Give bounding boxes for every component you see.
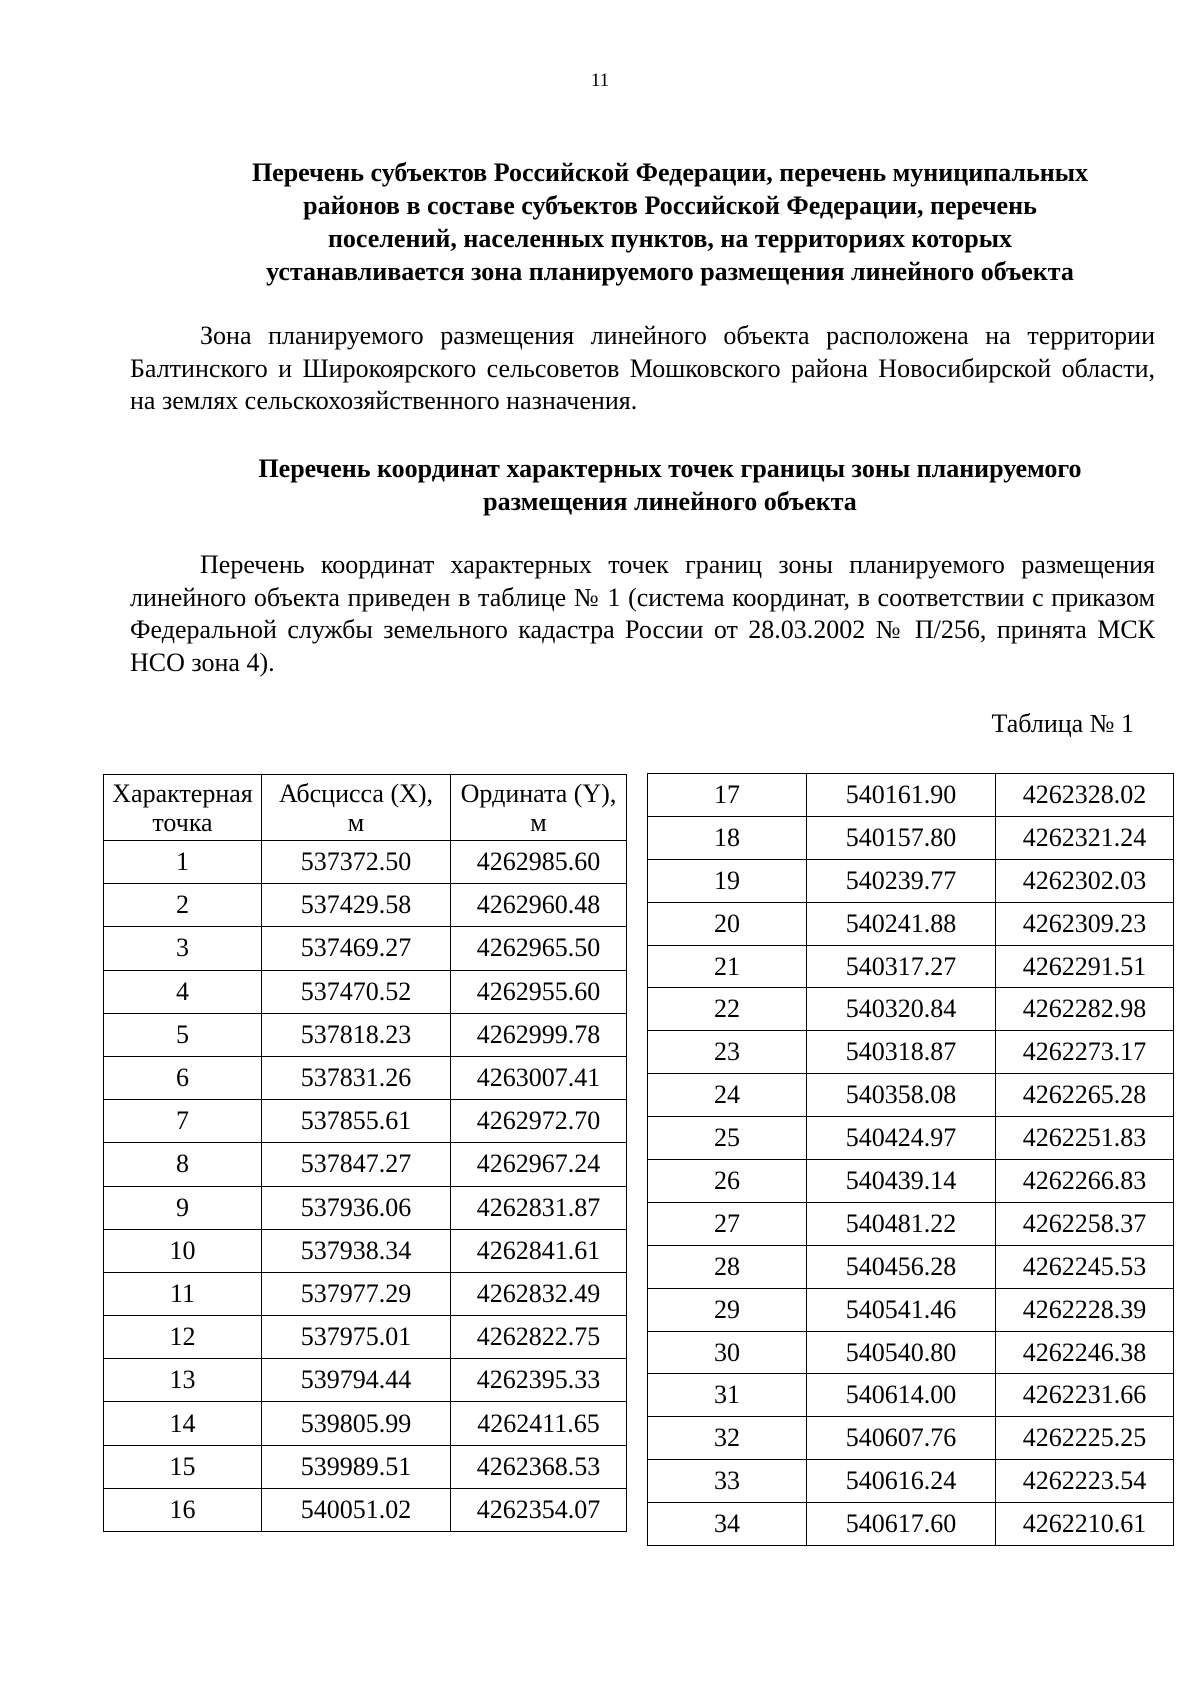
cell-y: 4262328.02 xyxy=(996,774,1174,817)
cell-y: 4262251.83 xyxy=(996,1117,1174,1160)
table-row xyxy=(104,1013,627,1056)
cell-y: 4262225.25 xyxy=(996,1417,1174,1460)
cell-point: 3 xyxy=(104,927,262,970)
cell-x: 540051.02 xyxy=(262,1488,451,1531)
cell-x: 537831.26 xyxy=(262,1056,451,1099)
header-line: Абсцисса (X), xyxy=(278,778,434,808)
table-row xyxy=(648,1117,1174,1160)
cell-y: 4262228.39 xyxy=(996,1288,1174,1331)
cell-y: 4262309.23 xyxy=(996,902,1174,945)
cell-x: 537469.27 xyxy=(262,927,451,970)
cell-x: 540456.28 xyxy=(807,1245,996,1288)
heading-line: Перечень субъектов Российской Федерации, перечень муниципальных xyxy=(251,158,1089,187)
cell-x: 537847.27 xyxy=(262,1143,451,1186)
table-body-left xyxy=(104,841,627,1532)
cell-point: 10 xyxy=(104,1229,262,1272)
cell-point: 21 xyxy=(648,945,807,988)
cell-x: 540424.97 xyxy=(807,1117,996,1160)
cell-y: 4262822.75 xyxy=(451,1316,627,1359)
cell-x: 540358.08 xyxy=(807,1074,996,1117)
cell-point: 6 xyxy=(104,1056,262,1099)
table-row xyxy=(104,1445,627,1488)
table-row xyxy=(104,1186,627,1229)
cell-y: 4262395.33 xyxy=(451,1359,627,1402)
cell-y: 4262960.48 xyxy=(451,884,627,927)
cell-x: 537936.06 xyxy=(262,1186,451,1229)
heading-line: Перечень координат характерных точек границы зоны планируемого xyxy=(258,454,1082,483)
cell-x: 537938.34 xyxy=(262,1229,451,1272)
cell-y: 4262972.70 xyxy=(451,1100,627,1143)
table-row xyxy=(104,1488,627,1531)
cell-y: 4262368.53 xyxy=(451,1445,627,1488)
table-row xyxy=(104,970,627,1013)
table-row xyxy=(648,816,1174,859)
cell-y: 4262955.60 xyxy=(451,970,627,1013)
cell-x: 540481.22 xyxy=(807,1202,996,1245)
table-body-right xyxy=(648,774,1174,1546)
cell-point: 33 xyxy=(648,1460,807,1503)
heading-line: размещения линейного объекта xyxy=(483,487,857,516)
cell-y: 4262210.61 xyxy=(996,1503,1174,1546)
cell-y: 4262245.53 xyxy=(996,1245,1174,1288)
cell-y: 4262354.07 xyxy=(451,1488,627,1531)
table-row xyxy=(104,1100,627,1143)
table-row xyxy=(648,902,1174,945)
cell-x: 540161.90 xyxy=(807,774,996,817)
header-ordinate xyxy=(451,775,627,841)
cell-x: 539805.99 xyxy=(262,1402,451,1445)
cell-point: 12 xyxy=(104,1316,262,1359)
cell-y: 4262302.03 xyxy=(996,859,1174,902)
cell-y: 4262282.98 xyxy=(996,988,1174,1031)
cell-x: 540157.80 xyxy=(807,816,996,859)
cell-x: 540320.84 xyxy=(807,988,996,1031)
table-row xyxy=(104,1402,627,1445)
cell-x: 539794.44 xyxy=(262,1359,451,1402)
table-row xyxy=(648,1503,1174,1546)
table-row xyxy=(648,1331,1174,1374)
cell-point: 16 xyxy=(104,1488,262,1531)
table-row xyxy=(648,1288,1174,1331)
table-row xyxy=(648,1074,1174,1117)
cell-point: 25 xyxy=(648,1117,807,1160)
header-abscissa xyxy=(262,775,451,841)
cell-point: 20 xyxy=(648,902,807,945)
header-line: Характерная xyxy=(112,778,253,808)
table-row xyxy=(648,1460,1174,1503)
cell-point: 11 xyxy=(104,1272,262,1315)
table-row xyxy=(104,1056,627,1099)
cell-y: 4262265.28 xyxy=(996,1074,1174,1117)
table-row xyxy=(104,1272,627,1315)
cell-point: 31 xyxy=(648,1374,807,1417)
cell-point: 13 xyxy=(104,1359,262,1402)
cell-x: 537470.52 xyxy=(262,970,451,1013)
cell-point: 8 xyxy=(104,1143,262,1186)
table-row xyxy=(104,884,627,927)
coordinates-table-left xyxy=(103,774,627,1532)
cell-x: 540614.00 xyxy=(807,1374,996,1417)
cell-x: 537977.29 xyxy=(262,1272,451,1315)
cell-x: 540318.87 xyxy=(807,1031,996,1074)
cell-point: 24 xyxy=(648,1074,807,1117)
table-header-row xyxy=(104,775,627,841)
header-line: точка xyxy=(152,807,213,837)
table-caption: Таблица № 1 xyxy=(991,709,1134,738)
cell-x: 540317.27 xyxy=(807,945,996,988)
header-line: м xyxy=(347,807,365,837)
table-row xyxy=(648,1417,1174,1460)
table-row xyxy=(104,1316,627,1359)
cell-point: 29 xyxy=(648,1288,807,1331)
header-point xyxy=(104,775,262,841)
cell-x: 540239.77 xyxy=(807,859,996,902)
cell-x: 537855.61 xyxy=(262,1100,451,1143)
cell-x: 540439.14 xyxy=(807,1160,996,1203)
cell-y: 4262266.83 xyxy=(996,1160,1174,1203)
cell-y: 4262985.60 xyxy=(451,841,627,884)
cell-x: 540607.76 xyxy=(807,1417,996,1460)
heading-line: поселений, населенных пунктов, на территориях которых xyxy=(327,224,1013,253)
section-heading-coordinates xyxy=(190,452,1150,518)
cell-y: 4262246.38 xyxy=(996,1331,1174,1374)
table-row xyxy=(104,841,627,884)
cell-y: 4262841.61 xyxy=(451,1229,627,1272)
table-row xyxy=(648,859,1174,902)
table-row xyxy=(648,1245,1174,1288)
table-row xyxy=(648,1160,1174,1203)
table-row xyxy=(648,945,1174,988)
cell-point: 19 xyxy=(648,859,807,902)
cell-point: 14 xyxy=(104,1402,262,1445)
cell-y: 4262258.37 xyxy=(996,1202,1174,1245)
cell-point: 9 xyxy=(104,1186,262,1229)
table-row xyxy=(104,1359,627,1402)
table-row xyxy=(648,1374,1174,1417)
cell-y: 4262411.65 xyxy=(451,1402,627,1445)
table-row xyxy=(648,774,1174,817)
cell-point: 18 xyxy=(648,816,807,859)
table-row xyxy=(104,1229,627,1272)
cell-y: 4262223.54 xyxy=(996,1460,1174,1503)
cell-point: 4 xyxy=(104,970,262,1013)
cell-y: 4262967.24 xyxy=(451,1143,627,1186)
cell-x: 539989.51 xyxy=(262,1445,451,1488)
cell-y: 4263007.41 xyxy=(451,1056,627,1099)
cell-point: 1 xyxy=(104,841,262,884)
cell-y: 4262231.66 xyxy=(996,1374,1174,1417)
cell-x: 540541.46 xyxy=(807,1288,996,1331)
cell-x: 537429.58 xyxy=(262,884,451,927)
table-row xyxy=(648,1031,1174,1074)
header-line: м xyxy=(530,807,547,837)
cell-point: 2 xyxy=(104,884,262,927)
cell-point: 22 xyxy=(648,988,807,1031)
table-row xyxy=(104,927,627,970)
cell-y: 4262999.78 xyxy=(451,1013,627,1056)
cell-point: 23 xyxy=(648,1031,807,1074)
cell-y: 4262832.49 xyxy=(451,1272,627,1315)
cell-y: 4262291.51 xyxy=(996,945,1174,988)
cell-y: 4262831.87 xyxy=(451,1186,627,1229)
cell-point: 5 xyxy=(104,1013,262,1056)
cell-point: 7 xyxy=(104,1100,262,1143)
cell-x: 540617.60 xyxy=(807,1503,996,1546)
page-number: 11 xyxy=(590,70,610,91)
cell-y: 4262321.24 xyxy=(996,816,1174,859)
cell-point: 17 xyxy=(648,774,807,817)
cell-x: 540241.88 xyxy=(807,902,996,945)
cell-x: 537818.23 xyxy=(262,1013,451,1056)
header-line: Ордината (Y), xyxy=(460,778,617,808)
cell-y: 4262273.17 xyxy=(996,1031,1174,1074)
section-heading-territories xyxy=(190,156,1150,288)
cell-x: 537975.01 xyxy=(262,1316,451,1359)
cell-point: 32 xyxy=(648,1417,807,1460)
cell-point: 28 xyxy=(648,1245,807,1288)
cell-x: 540540.80 xyxy=(807,1331,996,1374)
cell-point: 30 xyxy=(648,1331,807,1374)
cell-point: 15 xyxy=(104,1445,262,1488)
cell-point: 34 xyxy=(648,1503,807,1546)
heading-line: устанавливается зона планируемого размещения линейного объекта xyxy=(266,257,1074,286)
paragraph-coordinate-system: Перечень координат характерных точек границ зоны планируемого размещения линейного объекта приведен в таблице № 1 (система координат, в соответствии с приказом Федеральной службы земельного кадастра России от 28.03.2002 № П/256, принята МСК НСО зона 4). xyxy=(130,550,1155,677)
cell-x: 537372.50 xyxy=(262,841,451,884)
table-row xyxy=(104,1143,627,1186)
cell-y: 4262965.50 xyxy=(451,927,627,970)
heading-line: районов в составе субъектов Российской Федерации, перечень xyxy=(303,191,1037,220)
cell-point: 26 xyxy=(648,1160,807,1203)
cell-x: 540616.24 xyxy=(807,1460,996,1503)
cell-point: 27 xyxy=(648,1202,807,1245)
table-row xyxy=(648,988,1174,1031)
paragraph-zone-location: Зона планируемого размещения линейного объекта расположена на территории Балтинского и Широкоярского сельсоветов Мошковского района Новосибирской области, на землях сельскохозяйственного назначения. xyxy=(130,321,1155,415)
table-row xyxy=(648,1202,1174,1245)
coordinates-table-right xyxy=(647,773,1174,1546)
